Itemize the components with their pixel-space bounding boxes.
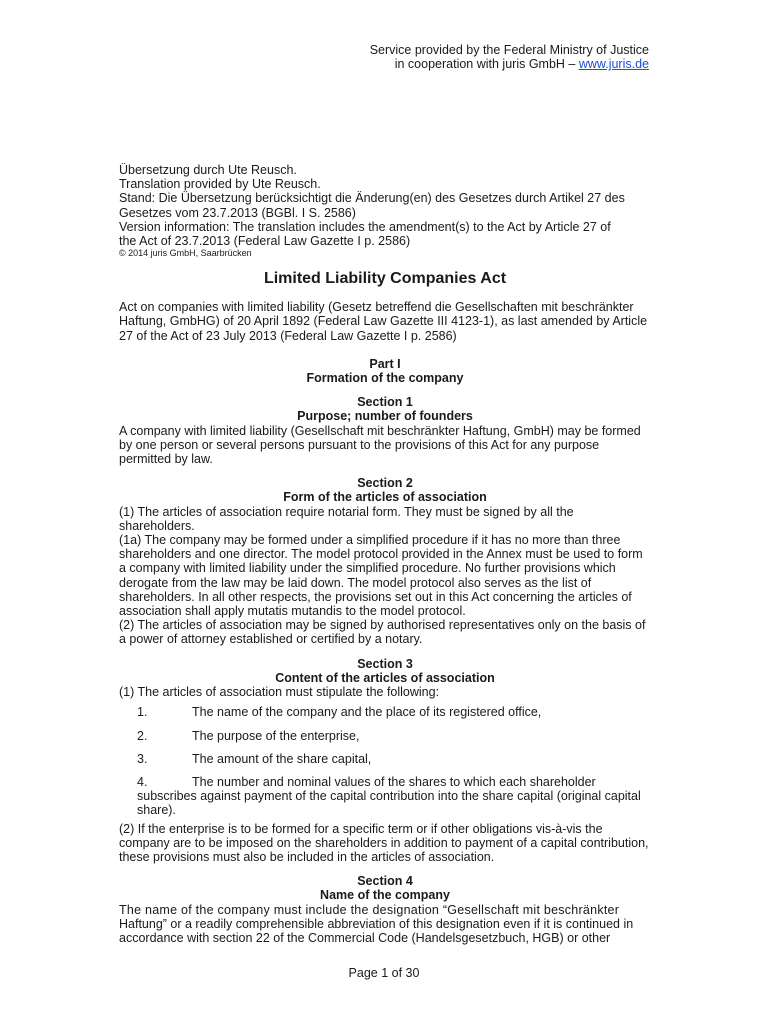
meta-block <box>119 163 651 258</box>
section-1-label: Section 1 <box>357 395 413 410</box>
meta-line-1: Übersetzung durch Ute Reusch. <box>119 163 297 177</box>
list-item-text: The amount of the share capital, <box>192 751 372 766</box>
section-2-title: Form of the articles of association <box>283 490 487 505</box>
section-1-title: Purpose; number of founders <box>297 409 473 424</box>
page-header <box>370 43 649 71</box>
page-number: Page 1 of 30 <box>348 966 420 980</box>
list-item-text-continued: subscribes against payment of the capital contribution into the share capital (original capital share). <box>137 789 641 818</box>
header-cooperation-text: in cooperation with juris GmbH – <box>394 57 579 71</box>
list-item <box>119 775 651 818</box>
list-item-text: The name of the company and the place of its registered office, <box>192 705 542 720</box>
header-service-line: Service provided by the Federal Ministry of Justice <box>369 43 649 57</box>
list-item-number: 1. <box>137 705 148 720</box>
section-2-label: Section 2 <box>357 476 413 491</box>
section-3-para-1: (1) The articles of association must stipulate the following: <box>119 685 440 700</box>
section-4-body-line-1: The name of the company must include the designation “Gesellschaft mit beschränkter <box>119 902 620 917</box>
section-3-list <box>119 705 651 766</box>
list-item <box>119 705 651 719</box>
header-cooperation-line <box>370 57 649 71</box>
meta-line-6: the Act of 23.7.2013 (Federal Law Gazette I p. 2586) <box>119 234 411 249</box>
section-4-body-rest: Haftung” or a readily comprehensible abbreviation of this designation even if it is continued in accordance with section 22 of the Commercial Code (Handelsgesetzbuch, HGB) or other <box>119 916 634 945</box>
section-1-body: A company with limited liability (Gesellschaft mit beschränkter Haftung, GmbH) may be formed by one person or several persons pursuant to the provisions of this Act for any purpose permitted by law. <box>119 423 641 467</box>
list-item-number: 2. <box>137 728 148 743</box>
section-2-para-1a: (1a) The company may be formed under a simplified procedure if it has no more than three shareholders and one director. The model protocol provided in the Annex must be used to form a company with limited liability under the simplified procedure. No further provisions which derogate from the law may be laid down. The model protocol also serves as the list of shareholders. In all other respects, the provisions set out in this Act concerning the articles of association shall apply mutatis mutandis to the model protocol. <box>119 533 643 619</box>
document-body <box>119 163 651 945</box>
list-item-number: 3. <box>137 751 148 766</box>
part-title: Formation of the company <box>306 371 464 386</box>
list-item <box>119 752 651 766</box>
section-2-para-1: (1) The articles of association require notarial form. They must be signed by all the shareholders. <box>119 504 574 533</box>
section-4-title: Name of the company <box>320 888 450 903</box>
meta-line-2: Translation provided by Ute Reusch. <box>119 177 321 192</box>
copyright-line: © 2014 juris GmbH, Saarbrücken <box>119 248 252 259</box>
list-item <box>119 729 651 743</box>
section-4-label: Section 4 <box>357 874 413 889</box>
meta-line-4: Gesetzes vom 23.7.2013 (BGBl. I S. 2586) <box>119 205 356 220</box>
meta-line-5: Version information: The translation includes the amendment(s) to the Act by Article 27 of <box>119 219 611 234</box>
document-title: Limited Liability Companies Act <box>263 270 507 288</box>
section-2-para-2: (2) The articles of association may be signed by authorised representatives only on the basis of a power of attorney established or certified by a notary. <box>119 618 646 647</box>
juris-link[interactable]: www.juris.de <box>578 57 649 71</box>
meta-line-3: Stand: Die Übersetzung berücksichtigt die Änderung(en) des Gesetzes durch Artikel 27 des <box>119 191 625 206</box>
section-3-label: Section 3 <box>357 656 413 671</box>
part-label: Part I <box>369 356 401 371</box>
list-item-number: 4. <box>137 774 148 789</box>
section-3-para-2: (2) If the enterprise is to be formed for a specific term or if other obligations vis-à-vis the company are to be imposed on the shareholders in addition to payment of a capital contribution, these provisions must also be included in the articles of association. <box>119 821 649 864</box>
section-3-title: Content of the articles of association <box>275 670 495 685</box>
list-item-text: The number and nominal values of the shares to which each shareholder <box>192 774 596 789</box>
intro-paragraph: Act on companies with limited liability (Gesetz betreffend die Gesellschaften mit beschränkter Haftung, GmbHG) of 20 April 1892 (Federal Law Gazette III 4123-1), as last amended by Article 27 of the Act of 23 July 2013 (Federal Law Gazette I p. 2586) <box>119 300 648 343</box>
list-item-text: The purpose of the enterprise, <box>192 728 360 743</box>
